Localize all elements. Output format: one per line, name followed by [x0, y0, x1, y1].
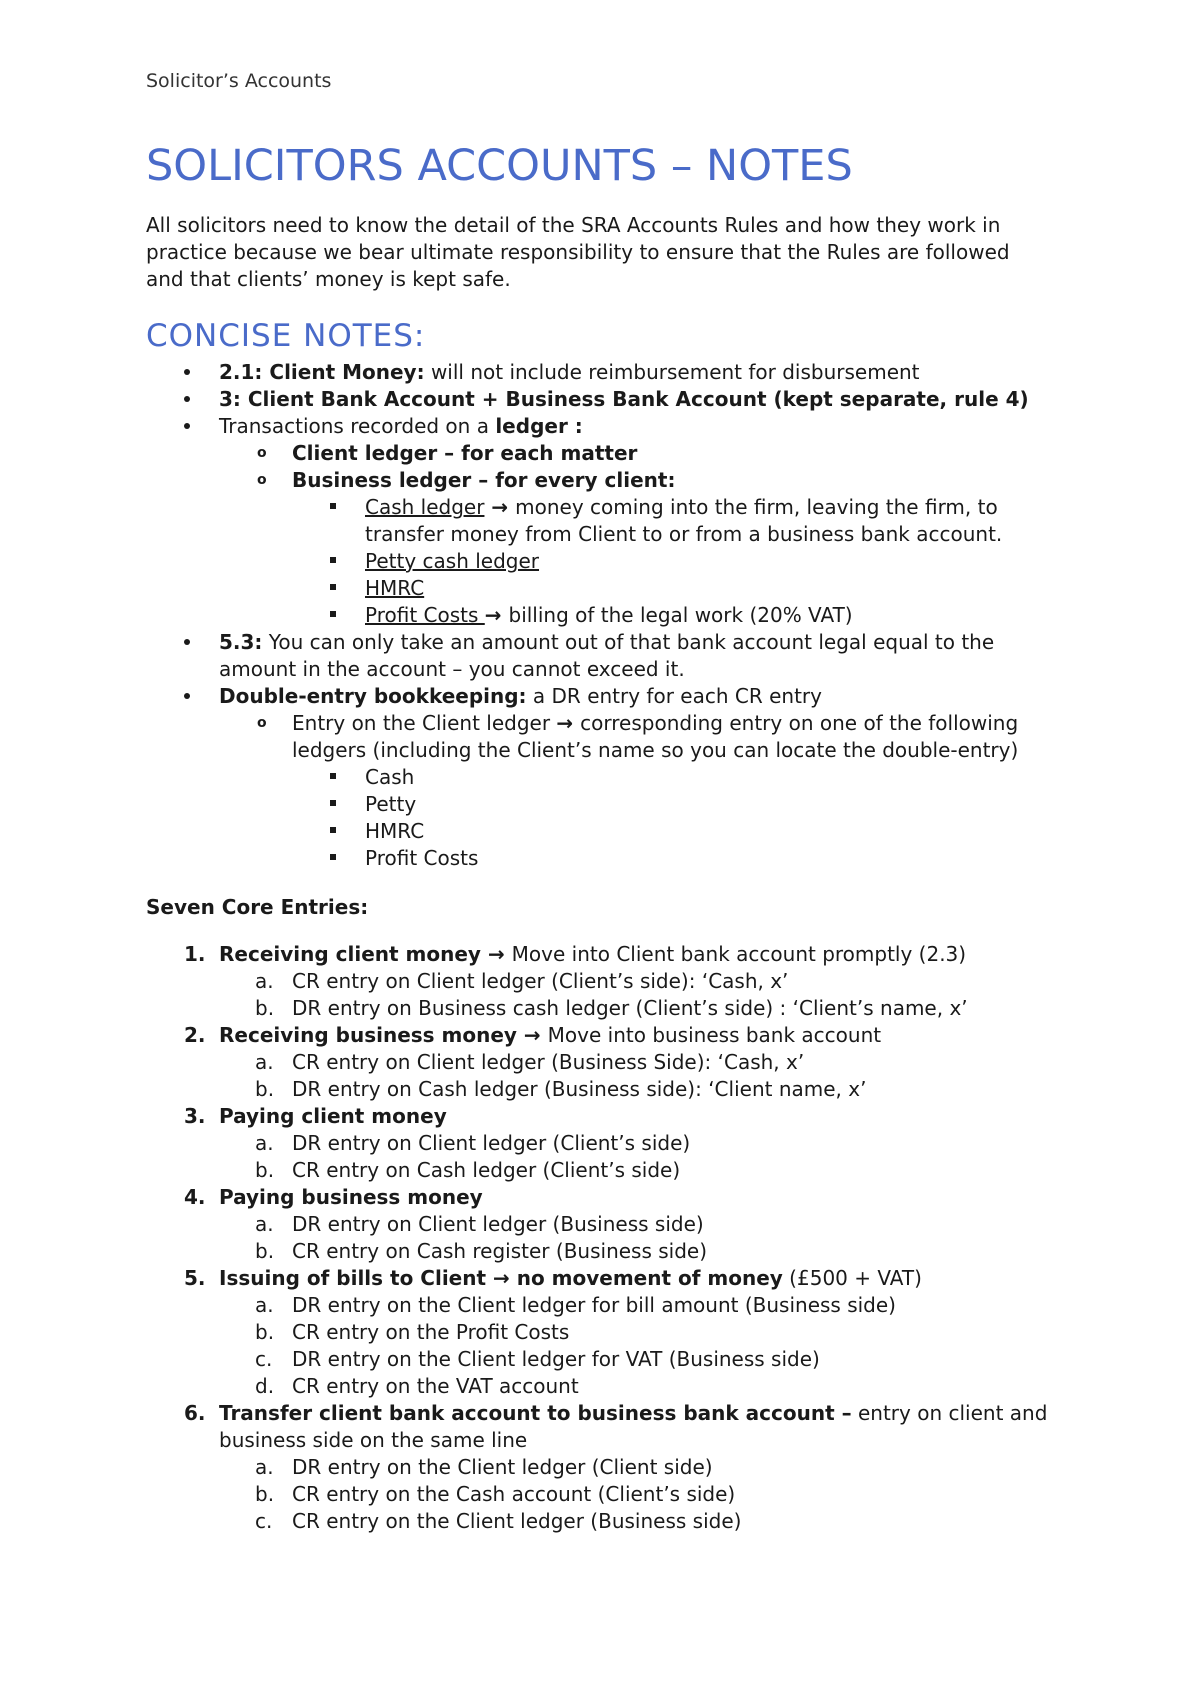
list-item: 1. Receiving client money → Move into Client bank account promptly (2.3) [184, 942, 967, 966]
arrow-icon: → [523, 1023, 548, 1047]
list-item: b. CR entry on the Profit Costs [255, 1320, 570, 1344]
concise-notes-list [146, 359, 1066, 872]
list-item: 4. Paying business money [184, 1185, 483, 1209]
intro-paragraph: All solicitors need to know the detail of the SRA Accounts Rules and how they work in practice because we bear ultimate responsibility to ensure that the Rules are followed and that clients’ money is kept safe. [146, 213, 1010, 291]
bullet-icon [184, 413, 190, 440]
arrow-icon: → [484, 495, 516, 519]
list-item: b. CR entry on the Cash account (Client’s side) [255, 1482, 736, 1506]
arrow-icon: → [484, 603, 509, 627]
bullet-icon [184, 683, 190, 710]
list-letter: c. [255, 1509, 273, 1533]
list-item: Cash ledger → money coming into the firm, leaving the firm, to transfer money from Client to or from a business bank account. [146, 494, 1066, 548]
running-header: Solicitor’s Accounts [146, 70, 332, 92]
square-bullet-icon [330, 494, 336, 521]
list-letter: a. [255, 1293, 274, 1317]
list-item: a. CR entry on Client ledger (Client’s side): ‘Cash, x’ [255, 969, 789, 993]
list-item: 2.1: Client Money: will not include reimbursement for disbursement [146, 359, 1066, 386]
seven-core-entries-list [146, 941, 1066, 1535]
list-item: Profit Costs [146, 845, 1066, 872]
list-letter: b. [255, 1320, 275, 1344]
bullet-icon [184, 629, 190, 656]
list-item: a. DR entry on Client ledger (Client’s side) [255, 1131, 691, 1155]
list-item: b. DR entry on Business cash ledger (Client’s side) : ‘Client’s name, x’ [255, 996, 968, 1020]
list-item: Petty [146, 791, 1066, 818]
list-item: 6. Transfer client bank account to business bank account – entry on client and business side on the same line [184, 1401, 1048, 1452]
list-item: o Entry on the Client ledger → corresponding entry on one of the following ledgers (including the Client’s name so you can locate the double-entry) [257, 711, 1019, 762]
concise-notes-heading: CONCISE NOTES: [146, 318, 426, 354]
list-letter: a. [255, 1455, 274, 1479]
sub-bullet-marker: o [257, 715, 267, 731]
list-item: o Client ledger – for each matter [257, 441, 638, 465]
square-bullet-icon [330, 845, 336, 872]
square-bullet-icon [330, 818, 336, 845]
list-item: c. CR entry on the Client ledger (Business side) [255, 1509, 742, 1533]
list-item: Petty cash ledger [146, 548, 1066, 575]
list-item: a. DR entry on Client ledger (Business side) [255, 1212, 704, 1236]
list-letter: c. [255, 1347, 273, 1371]
list-number: 1. [184, 942, 206, 966]
list-letter: b. [255, 1077, 275, 1101]
arrow-icon: → [556, 711, 581, 735]
list-item: b. CR entry on Cash register (Business side) [255, 1239, 708, 1263]
list-item: 3. Paying client money [184, 1104, 447, 1128]
list-number: 5. [184, 1266, 206, 1290]
list-item: a. CR entry on Client ledger (Business Side): ‘Cash, x’ [255, 1050, 805, 1074]
list-item: 5.3: You can only take an amount out of that bank account legal equal to the amount in the account – you cannot exceed it. [146, 629, 1066, 683]
list-number: 3. [184, 1104, 206, 1128]
list-letter: b. [255, 1482, 275, 1506]
list-letter: a. [255, 1131, 274, 1155]
list-item: a. DR entry on the Client ledger (Client side) [255, 1455, 713, 1479]
list-item: Double-entry bookkeeping: a DR entry for each CR entry [146, 683, 1066, 710]
bullet-icon [184, 386, 190, 413]
sub-bullet-marker: o [257, 472, 267, 488]
list-number: 4. [184, 1185, 206, 1209]
list-item: d. CR entry on the VAT account [255, 1374, 579, 1398]
sub-bullet-marker: o [257, 445, 267, 461]
list-item: HMRC [146, 818, 1066, 845]
list-item: b. DR entry on Cash ledger (Business side): ‘Client name, x’ [255, 1077, 867, 1101]
square-bullet-icon [330, 791, 336, 818]
list-item: b. CR entry on Cash ledger (Client’s side) [255, 1158, 681, 1182]
list-item: 5. Issuing of bills to Client → no movement of money (£500 + VAT) [184, 1266, 922, 1290]
list-item: o Business ledger – for every client: [257, 468, 676, 492]
list-item: 3: Client Bank Account + Business Bank Account (kept separate, rule 4) [146, 386, 1066, 413]
bullet-icon [184, 359, 190, 386]
list-item: Transactions recorded on a ledger : [146, 413, 1066, 440]
list-letter: a. [255, 969, 274, 993]
list-letter: a. [255, 1050, 274, 1074]
list-item: a. DR entry on the Client ledger for bill amount (Business side) [255, 1293, 896, 1317]
list-item: HMRC [146, 575, 1066, 602]
list-letter: b. [255, 1239, 275, 1263]
list-letter: b. [255, 1158, 275, 1182]
square-bullet-icon [330, 764, 336, 791]
list-number: 2. [184, 1023, 206, 1047]
page-title: SOLICITORS ACCOUNTS – NOTES [146, 141, 853, 191]
list-letter: a. [255, 1212, 274, 1236]
list-number: 6. [184, 1401, 206, 1425]
square-bullet-icon [330, 575, 336, 602]
square-bullet-icon [330, 602, 336, 629]
square-bullet-icon [330, 548, 336, 575]
list-item: Profit Costs → billing of the legal work (20% VAT) [146, 602, 1066, 629]
list-item: c. DR entry on the Client ledger for VAT (Business side) [255, 1347, 820, 1371]
arrow-icon: → [487, 942, 512, 966]
seven-core-entries-heading: Seven Core Entries: [146, 895, 369, 919]
list-item: Cash [146, 764, 1066, 791]
list-item: 2. Receiving business money → Move into business bank account [184, 1023, 882, 1047]
list-letter: d. [255, 1374, 275, 1398]
list-letter: b. [255, 996, 275, 1020]
